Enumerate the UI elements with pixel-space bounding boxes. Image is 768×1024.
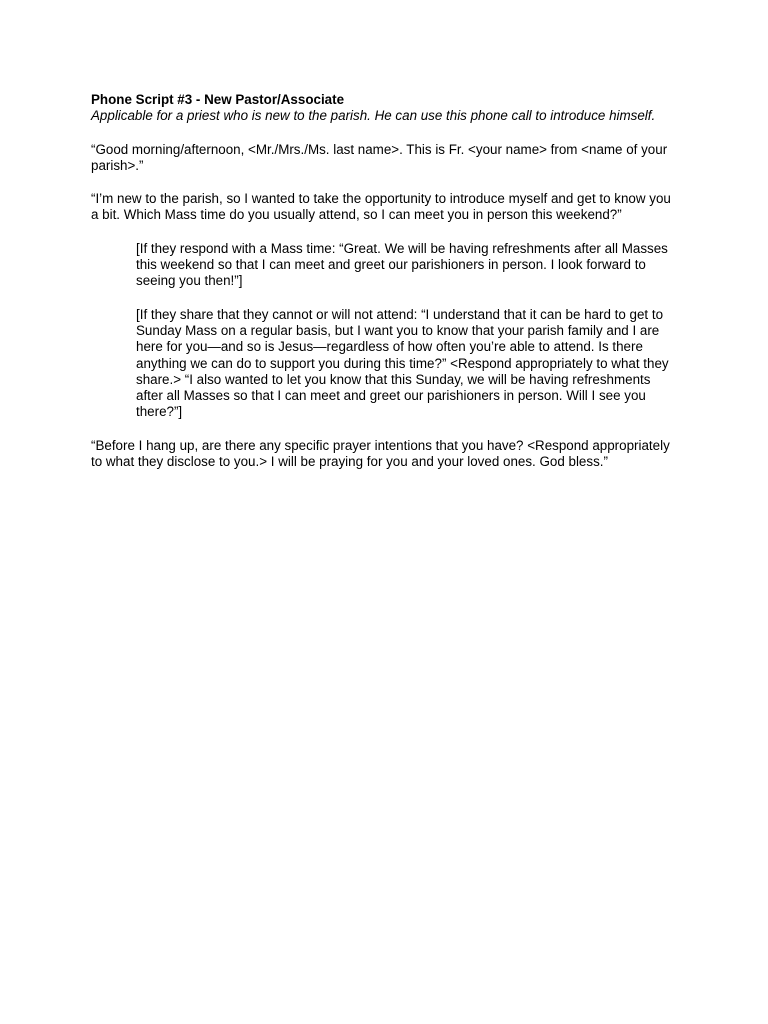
greeting-paragraph: “Good morning/afternoon, <Mr./Mrs./Ms. last name>. This is Fr. <your name> from <name of your parish>.” xyxy=(91,141,668,173)
introduction-paragraph: “I’m new to the parish, so I wanted to take the opportunity to introduce myself and get to know you a bit. Which Mass time do you usually attend, so I can meet you in person this weekend?” xyxy=(91,191,671,223)
response-cannot-attend-paragraph: [If they share that they cannot or will not attend: “I understand that it can be hard to get to Sunday Mass on a regular basis, but I want you to know that your parish family and I are here for you—and so is Jesus—regardless of how often you’re able to attend. Is there anything we can do to support you during this time?” <Respond appropriately to what they share.> “I also wanted to let you know that this Sunday, we will be having refreshments after all Masses so that I can meet and greet our parishioners in person. Will I see you there?”] xyxy=(136,306,669,420)
response-mass-time-paragraph: [If they respond with a Mass time: “Great. We will be having refreshments after all Masses this weekend so that I can meet and greet our parishioners in person. I look forward to seeing you then!”] xyxy=(136,240,668,289)
document-page xyxy=(91,92,681,470)
document-subtitle: Applicable for a priest who is new to the parish. He can use this phone call to introduce himself. xyxy=(91,108,656,124)
closing-paragraph: “Before I hang up, are there any specific prayer intentions that you have? <Respond appropriately to what they disclose to you.> I will be praying for you and your loved ones. God bless.” xyxy=(91,437,670,470)
document-title: Phone Script #3 - New Pastor/Associate xyxy=(91,92,345,107)
